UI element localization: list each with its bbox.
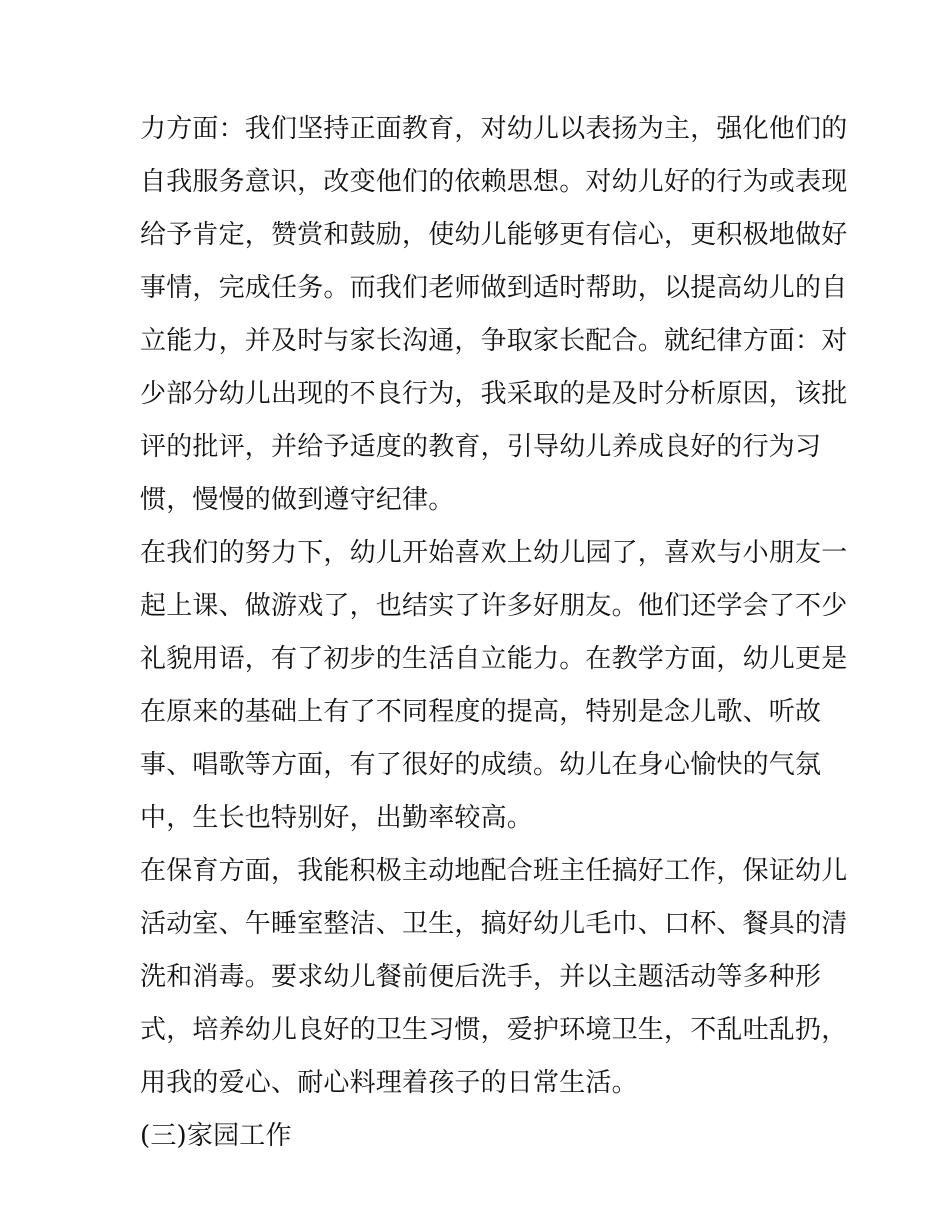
text-line: 在保育方面，我能积极主动地配合班主任搞好工作，保证幼儿	[140, 856, 848, 886]
text-line: 惯，慢慢的做到遵守纪律。	[140, 485, 455, 515]
text-line: 礼貌用语，有了初步的生活自立能力。在教学方面，幼儿更是	[140, 644, 848, 674]
section-heading	[140, 1110, 830, 1163]
paragraph-progress	[140, 527, 848, 845]
text-line: 用我的爱心、耐心料理着孩子的日常生活。	[140, 1068, 638, 1098]
text-line: 起上课、做游戏了，也结实了许多好朋友。他们还学会了不少	[140, 591, 848, 621]
text-line: 式，培养幼儿良好的卫生习惯，爱护环境卫生，不乱吐乱扔，	[140, 1015, 848, 1045]
text-line: 评的批评，并给予适度的教育，引导幼儿养成良好的行为习	[140, 432, 822, 462]
paragraph-childcare	[140, 845, 848, 1110]
paragraph-discipline	[140, 103, 848, 527]
text-line: 在我们的努力下，幼儿开始喜欢上幼儿园了，喜欢与小朋友一	[140, 538, 848, 568]
text-line: 自我服务意识，改变他们的依赖思想。对幼儿好的行为或表现	[140, 167, 848, 197]
text-line: 给予肯定，赞赏和鼓励，使幼儿能够更有信心，更积极地做好	[140, 220, 848, 250]
text-line: 立能力，并及时与家长沟通，争取家长配合。就纪律方面：对	[140, 326, 848, 356]
text-line: 活动室、午睡室整洁、卫生，搞好幼儿毛巾、口杯、餐具的清	[140, 909, 848, 939]
text-line: 在原来的基础上有了不同程度的提高，特别是念儿歌、听故	[140, 697, 822, 727]
text-line: 事情，完成任务。而我们老师做到适时帮助，以提高幼儿的自	[140, 273, 848, 303]
text-line: 中，生长也特别好，出勤率较高。	[140, 803, 534, 833]
text-line: 事、唱歌等方面，有了很好的成绩。幼儿在身心愉快的气氛	[140, 750, 822, 780]
text-line: 少部分幼儿出现的不良行为，我采取的是及时分析原因，该批	[140, 379, 848, 409]
section-heading-text: (三)家园工作	[140, 1121, 292, 1151]
text-line: 洗和消毒。要求幼儿餐前便后洗手，并以主题活动等多种形	[140, 962, 822, 992]
document-body	[140, 103, 848, 1163]
text-line: 力方面：我们坚持正面教育，对幼儿以表扬为主，强化他们的	[140, 114, 848, 144]
